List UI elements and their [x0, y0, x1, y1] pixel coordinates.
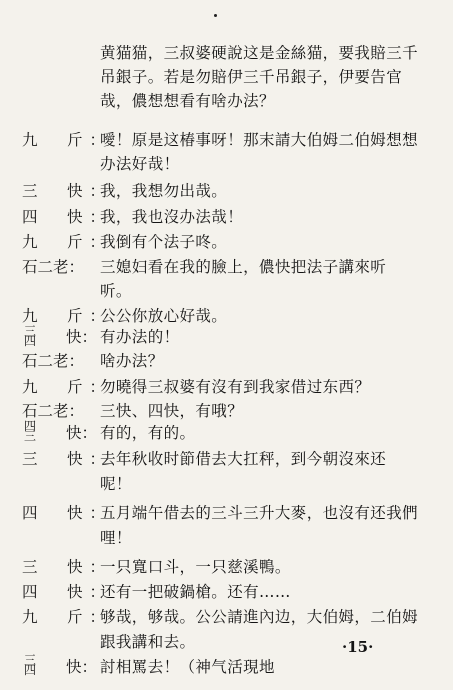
stack-char: 三: [23, 429, 36, 443]
dialogue-line: 黄猫猫，三叔婆硬說这是金絲猫，要我賠三千: [100, 44, 419, 62]
dialogue-line: 够哉，够哉。公公請進內边，大伯姆，二伯姆: [100, 608, 419, 626]
speaker-label: 三 快：: [22, 558, 113, 576]
dialogue-line: 哉，儂想想看有啥办法？: [100, 92, 275, 110]
stacked-speaker: [22, 655, 38, 675]
page-number: ·15·: [342, 638, 374, 656]
stack-char: 四: [23, 334, 36, 348]
speaker-label: 九 斤：: [22, 131, 113, 149]
dialogue-line: 哩！: [100, 529, 132, 547]
dialogue-line: 我，我想勿出哉。: [100, 182, 228, 200]
dialogue-line: 去年秋收时節借去大扛秤，到今朝沒來还: [100, 450, 387, 468]
dialogue-line: 有办法的！: [100, 328, 180, 346]
dialogue-line: 三快、四快，有哦？: [100, 402, 244, 420]
dialogue-line: 公公你放心好哉。: [100, 307, 228, 325]
dialogue-line: 一只寬口斗，一只慈溪鴨。: [100, 558, 291, 576]
speaker-label: 四 快：: [22, 208, 113, 226]
speaker-label: 九 斤：: [22, 233, 113, 251]
speaker-label: 九 斤：: [22, 378, 113, 396]
speaker-label: 快：: [66, 328, 98, 346]
speaker-label: 三 快：: [22, 450, 113, 468]
stack-char: 四: [23, 663, 36, 677]
speaker-label: 四 快：: [22, 583, 113, 601]
stack-char: 四: [23, 419, 36, 433]
ink-speck: [214, 14, 217, 17]
stacked-speaker: [22, 326, 38, 346]
speaker-label: 快：: [66, 658, 98, 676]
speaker-label: 石二老：: [22, 258, 85, 276]
speaker-label: 四 快：: [22, 504, 113, 522]
dialogue-line: 五月端午借去的三斗三升大麥，也沒有还我們: [100, 504, 419, 522]
stack-char: 三: [23, 324, 36, 338]
speaker-label: 九 斤：: [22, 608, 113, 626]
dialogue-line: 勿曉得三叔婆有沒有到我家借过东西？: [100, 378, 371, 396]
speaker-label: 石二老：: [22, 402, 85, 420]
dialogue-line: 呢！: [100, 475, 132, 493]
dialogue-line: 我，我也沒办法哉！: [100, 208, 244, 226]
speaker-label: 九 斤：: [22, 307, 113, 325]
dialogue-line: 办法好哉！: [100, 155, 180, 173]
dialogue-line: 吊銀子。若是勿賠伊三千吊銀子，伊要告官: [100, 68, 403, 86]
speaker-label: 快：: [66, 424, 98, 442]
dialogue-line: 討相罵去！（神气活現地: [100, 658, 275, 676]
dialogue-line: 跟我講和去。: [100, 633, 196, 651]
dialogue-line: 听。: [100, 282, 132, 300]
dialogue-line: 噯！原是这椿事呀！那末請大伯姆二伯姆想想: [100, 131, 419, 149]
dialogue-line: 啥办法？: [100, 352, 164, 370]
dialogue-line: 有的，有的。: [100, 424, 196, 442]
stacked-speaker: [22, 421, 38, 441]
speaker-label: 三 快：: [22, 182, 113, 200]
dialogue-line: 还有一把破鍋槍。还有……: [100, 583, 291, 601]
dialogue-line: 我倒有个法子咚。: [100, 233, 228, 251]
speaker-label: 石二老：: [22, 352, 85, 370]
stack-char: 三: [23, 653, 36, 667]
dialogue-line: 三媳妇看在我的臉上，儂快把法子講來听: [100, 258, 387, 276]
